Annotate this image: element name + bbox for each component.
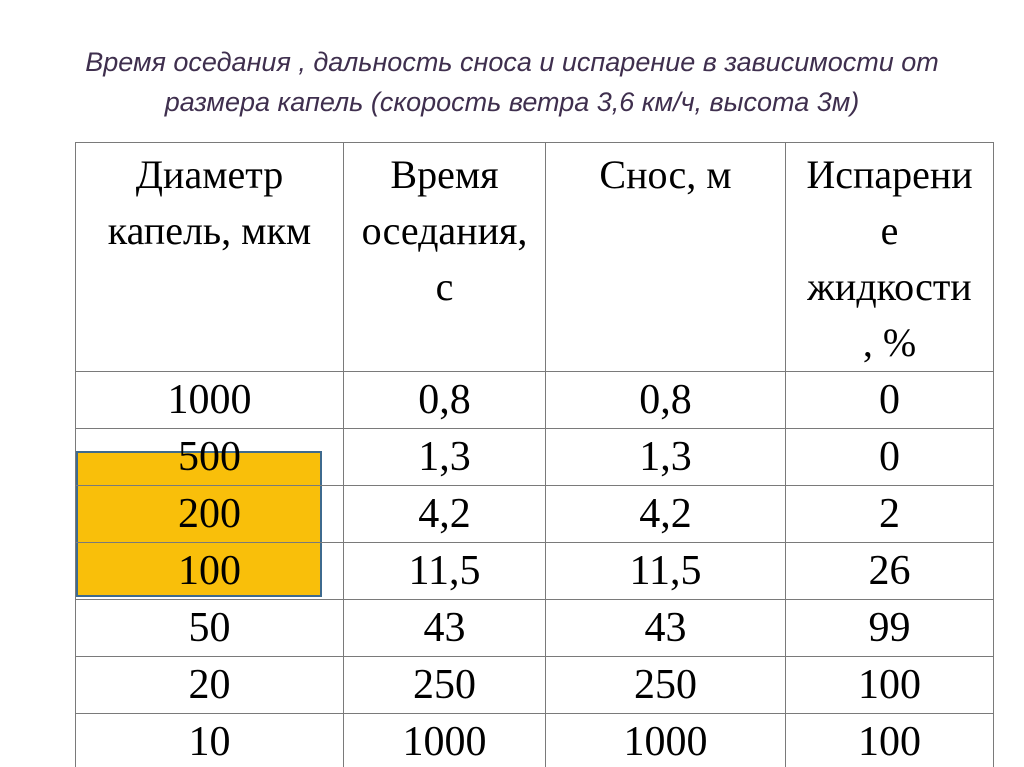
table-row: [76, 657, 994, 714]
cell-evaporation: 26: [786, 543, 994, 600]
table-row: [76, 600, 994, 657]
data-table: [75, 142, 994, 767]
slide-title: [20, 42, 1004, 122]
cell-drift: 1,3: [546, 429, 786, 486]
cell-settling-time: 0,8: [344, 372, 546, 429]
cell-evaporation: 100: [786, 714, 994, 767]
cell-drift: 11,5: [546, 543, 786, 600]
header-diameter: Диаметр капель, мкм: [76, 143, 344, 372]
table-row: [76, 543, 994, 600]
cell-settling-time: 250: [344, 657, 546, 714]
cell-evaporation: 0: [786, 429, 994, 486]
cell-drift: 1000: [546, 714, 786, 767]
cell-settling-time: 11,5: [344, 543, 546, 600]
cell-diameter: 200: [76, 486, 344, 543]
header-settling-time: Время оседания, с: [344, 143, 546, 372]
table-row: [76, 429, 994, 486]
cell-diameter: 20: [76, 657, 344, 714]
title-line-2: размера капель (скорость ветра 3,6 км/ч, высота 3м): [164, 87, 860, 117]
table-row: [76, 714, 994, 767]
cell-settling-time: 1000: [344, 714, 546, 767]
cell-evaporation: 100: [786, 657, 994, 714]
table-row: [76, 486, 994, 543]
header-evaporation: Испарени е жидкости , %: [786, 143, 994, 372]
cell-drift: 43: [546, 600, 786, 657]
cell-settling-time: 43: [344, 600, 546, 657]
cell-evaporation: 99: [786, 600, 994, 657]
cell-diameter: 100: [76, 543, 344, 600]
cell-evaporation: 0: [786, 372, 994, 429]
cell-drift: 0,8: [546, 372, 786, 429]
table-row: [76, 372, 994, 429]
cell-drift: 4,2: [546, 486, 786, 543]
cell-evaporation: 2: [786, 486, 994, 543]
cell-diameter: 10: [76, 714, 344, 767]
cell-settling-time: 4,2: [344, 486, 546, 543]
cell-diameter: 1000: [76, 372, 344, 429]
title-line-1: Время оседания , дальность сноса и испарение в зависимости от: [85, 47, 939, 77]
cell-drift: 250: [546, 657, 786, 714]
header-row: [76, 143, 994, 372]
header-drift: Снос, м: [546, 143, 786, 372]
cell-diameter: 50: [76, 600, 344, 657]
cell-settling-time: 1,3: [344, 429, 546, 486]
cell-diameter: 500: [76, 429, 344, 486]
